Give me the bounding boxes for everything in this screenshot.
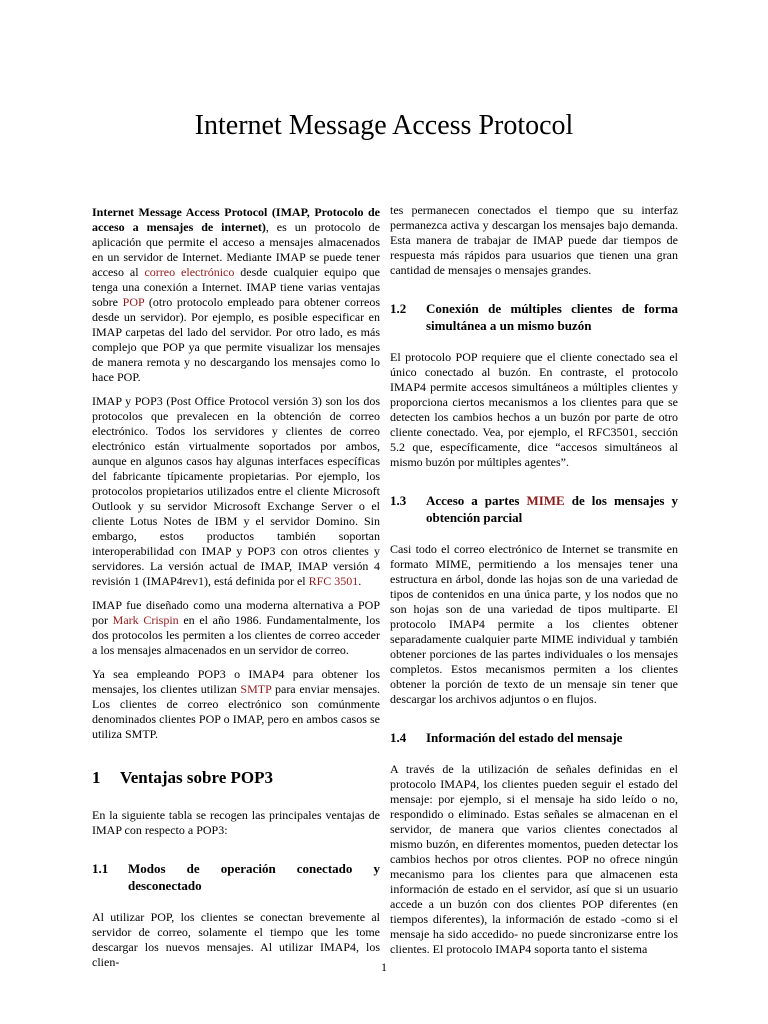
paragraph-continuation: tes permanecen conectados el tiempo que su interfaz permanezca activa y descargan los mensajes bajo demanda. Esta manera de trabajar de IMAP puede dar tiempos de respuesta más rápidos para usuarios que tienen una gran cantidad de mensajes o mensajes grandes. [390, 203, 678, 277]
section-number: 1 [92, 768, 101, 787]
link-correo-electronico[interactable]: correo electrónico [144, 265, 235, 279]
section-title: Información del estado del mensaje [426, 730, 623, 745]
text: , es un protocolo de aplicación que permite el acceso a mensajes almacenados en un servidor de Internet. Mediante IMAP se puede tener acceso al [92, 220, 380, 279]
paragraph-table-intro: En la siguiente tabla se recogen las principales ventajas de IMAP con respecto a POP3: [92, 808, 380, 837]
text: Acceso a partes [426, 493, 527, 508]
text: . [358, 574, 362, 588]
intro-paragraph [92, 205, 380, 385]
text: (otro protocolo empleado para obtener correos desde un servidor). Por ejemplo, es posible especificar en IMAP carpetas del lado del servidor. Por otro lado, es más complejo que POP ya que permite visualizar los mensajes de manera remota y no descargando los mensajes como lo hace POP. [92, 295, 380, 384]
page-number: 1 [381, 960, 387, 974]
paragraph-mime: Casi todo el correo electrónico de Internet se transmite en formato MIME, permitiendo a los mensajes tener una estructura en árbol, donde las hojas son de una variedad de tipos de contenidos en una única parte, y los nodos que no son hojas son de una variedad de tipos multiparte. El protocolo IMAP4 permite a los clientes obtener separadamente cualquier parte MIME individual y también obtener porciones de las partes individuales o los mensajes completos. Estos mecanismos permiten a los clientes obtener la porción de texto de un mensaje sin tener que descargar los archivos adjuntos o en flujos. [390, 542, 678, 706]
section-number: 1.4 [390, 730, 407, 745]
text: en el año 1986. Fundamentalmente, los dos protocolos les permiten a los clientes de correo acceder a los mensajes almacenados en un servidor de correo. [92, 613, 380, 657]
link-smtp[interactable]: SMTP [240, 682, 272, 696]
page-title: Internet Message Access Protocol [194, 110, 574, 141]
section-1-2-heading [390, 300, 678, 334]
section-1-4-heading [390, 729, 678, 746]
section-number: 1.2 [390, 301, 407, 316]
paragraph-smtp [92, 667, 380, 742]
text: desde cualquier equipo que tenga una conexión a Internet. IMAP tiene varias ventajas sobre [92, 265, 380, 309]
section-1-3-heading [390, 492, 678, 526]
section-title: Modos de operación conectado y desconectado [128, 861, 380, 893]
paragraph-message-state: A través de la utilización de señales definidas en el protocolo IMAP4, los clientes pueden seguir el estado del mensaje: por ejemplo, si el mensaje ha sido leído o no, respondido o eliminado. Estas señales se almacenan en el servidor, de manera que varios clientes conectados al mismo buzón, en diferentes momentos, pueden detectar los cambios hechos por otros clientes. POP no ofrece ningún mecanismo para los clientes para que almacenen esta información de estado en el servidor, así que si un usuario accede a un buzón con dos clientes POP diferentes (en tiempos diferentes), la información de estado -como si el mensaje ha sido accedido- no puede sincronizarse entre los clientes. El protocolo IMAP4 soporta tanto el sistema [390, 762, 678, 956]
right-column [390, 203, 678, 966]
text: para enviar mensajes. Los clientes de correo electrónico son comúnmente denominados clientes POP o IMAP, pero en ambos casos se utiliza SMTP. [92, 682, 380, 741]
link-rfc-3501[interactable]: RFC 3501 [308, 574, 359, 588]
left-column [92, 205, 380, 979]
section-1-1-heading [92, 860, 380, 894]
text: IMAP fue diseñado como una moderna alternativa a POP por [92, 598, 380, 627]
paragraph-imap-pop3 [92, 394, 380, 589]
link-mark-crispin[interactable]: Mark Crispin [112, 613, 179, 627]
section-title: Ventajas sobre POP3 [120, 768, 273, 787]
text: IMAP y POP3 (Post Office Protocol versión 3) son los dos protocolos que prevalecen en la obtención de correo electrónico. Todos los servidores y clientes de correo electrónico están virtualmente soportados por ambos, aunque en algunos casos hay algunas interfaces específicas del fabricante típicamente propietarias. Por ejemplo, los protocolos propietarios utilizados entre el cliente Microsoft Outlook y su servidor Microsoft Exchange Server o el cliente Lotus Notes de IBM y el servidor Domino. Sin embargo, estos productos también soportan interoperabilidad con IMAP y POP3 con otros clientes y servidores. La versión actual de IMAP, IMAP versión 4 revisión 1 (IMAP4rev1), está definida por el [92, 394, 380, 588]
section-title: Conexión de múltiples clientes de forma simultánea a un mismo buzón [426, 301, 678, 333]
paragraph-history [92, 598, 380, 658]
paragraph-multiple-clients: El protocolo POP requiere que el cliente conectado sea el único conectado al buzón. En contraste, el protocolo IMAP4 permite accesos simultáneos a múltiples clientes y proporciona ciertos mecanismos a los clientes para que se detecten los cambios hechos a un buzón por parte de otro cliente conectado. Vea, por ejemplo, el RFC3501, sección 5.2 que, específicamente, dice “accesos simultáneos al mismo buzón por múltiples agentes”. [390, 350, 678, 469]
section-number: 1.1 [92, 861, 109, 876]
link-mime[interactable]: MIME [526, 493, 565, 508]
paragraph-connected-modes: Al utilizar POP, los clientes se conectan brevemente al servidor de correo, solamente el tiempo que les tome descargar los nuevos mensajes. Al utilizar IMAP4, los clien- [92, 910, 380, 969]
text: Ya sea empleando POP3 o IMAP4 para obtener los mensajes, los clientes utilizan [92, 667, 380, 696]
text: de los mensajes y obtención parcial [426, 493, 678, 525]
section-title [426, 492, 678, 526]
link-pop[interactable]: POP [122, 295, 145, 309]
section-1-heading [92, 768, 380, 788]
intro-bold: Internet Message Access Protocol (IMAP, Protocolo de acceso a mensajes de internet) [92, 205, 380, 234]
section-number: 1.3 [390, 493, 407, 508]
